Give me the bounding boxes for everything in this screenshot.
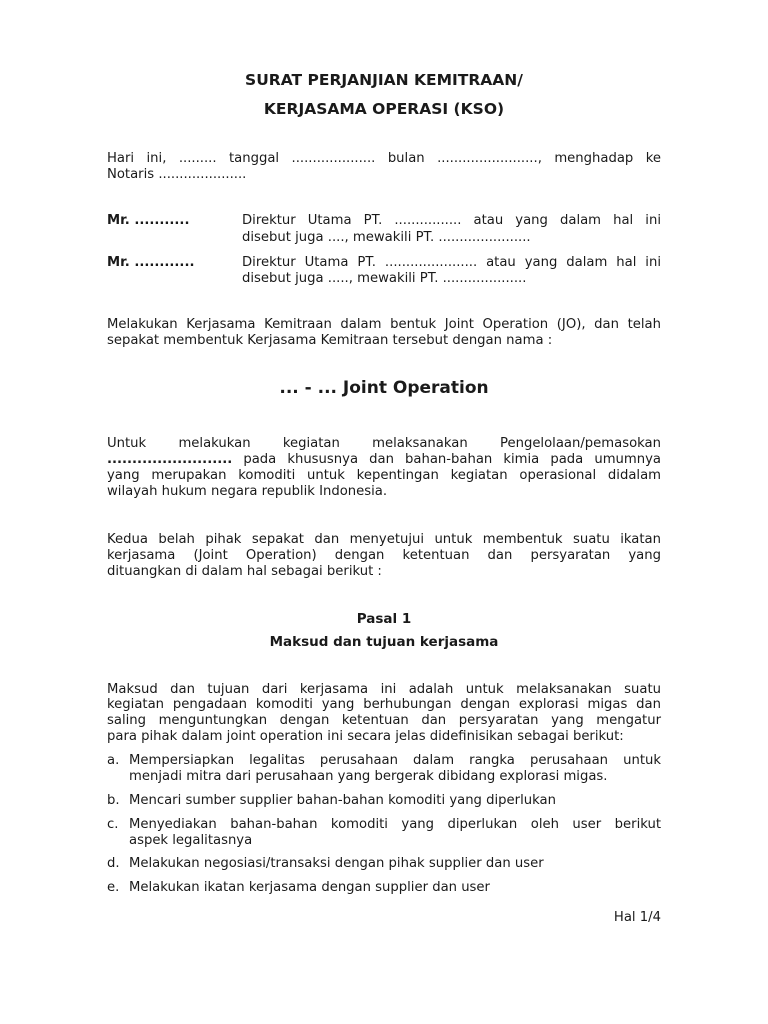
pasal-number: Pasal 1	[356, 611, 412, 627]
list-item-letter: c.	[107, 817, 119, 832]
page-number: Hal 1/4	[613, 910, 661, 925]
consent-line-3: dituangkan di dalam hal sebagai berikut :	[107, 564, 382, 579]
pasal-body-line-3: saling menguntungkan dengan ketentuan dan persyaratan yang mengatur	[107, 713, 661, 728]
party-2-label: Mr. ............	[107, 255, 195, 270]
consent-line-1: Kedua belah pihak sepakat dan menyetujui untuk membentuk suatu ikatan	[107, 532, 661, 547]
list-item-e-line-1: Melakukan ikatan kerjasama dengan supplier dan user	[129, 880, 490, 895]
document-title-line-2: KERJASAMA OPERASI (KSO)	[263, 100, 505, 118]
pasal-title: Maksud dan tujuan kerjasama	[269, 634, 499, 650]
purpose-line-2	[107, 452, 661, 468]
intro-line-2: Notaris .....................	[107, 167, 247, 182]
purpose-line-2-text: pada khususnya dan bahan-bahan kimia pada umumnya	[232, 452, 661, 467]
purpose-blank: .........................	[107, 452, 233, 467]
list-item-letter: a.	[107, 753, 120, 768]
party-2-desc-line-2: disebut juga ....., mewakili PT. ....................	[242, 271, 527, 286]
list-item-letter: b.	[107, 793, 120, 808]
list-item-c-line-2: aspek legalitasnya	[129, 833, 253, 848]
party-1-label: Mr. ...........	[107, 213, 190, 228]
purpose-line-3: yang merupakan komoditi untuk kepentingan kegiatan operasional didalam	[107, 468, 661, 483]
intro-line-1: Hari ini, ......... tanggal .................... bulan ........................, menghadap ke	[107, 151, 661, 166]
party-1-desc-line-1: Direktur Utama PT. ................ atau yang dalam hal ini	[242, 213, 661, 228]
joint-operation-name: ... - ... Joint Operation	[279, 378, 489, 398]
purpose-line-4: wilayah hukum negara republik Indonesia.	[107, 484, 388, 499]
purpose-line-1: Untuk melakukan kegiatan melaksanakan Pengelolaan/pemasokan	[107, 436, 661, 451]
list-item-c-line-1: Menyediakan bahan-bahan komoditi yang diperlukan oleh user berikut	[129, 817, 661, 832]
list-item-a-line-1: Mempersiapkan legalitas perusahaan dalam rangka perusahaan untuk	[129, 753, 661, 768]
list-item-b-line-1: Mencari sumber supplier bahan-bahan komoditi yang diperlukan	[129, 793, 556, 808]
party-1-desc-line-2: disebut juga ...., mewakili PT. ......................	[242, 230, 531, 245]
pasal-body-line-4: para pihak dalam joint operation ini secara jelas didefinisikan sebagai berikut:	[107, 729, 624, 744]
pasal-body-line-2: kegiatan pengadaan komoditi yang berhubungan dengan explorasi migas dan	[107, 697, 661, 712]
consent-line-2: kerjasama (Joint Operation) dengan ketentuan dan persyaratan yang	[107, 548, 661, 563]
list-item-d-line-1: Melakukan negosiasi/transaksi dengan pihak supplier dan user	[129, 856, 544, 871]
agreement-line-2: sepakat membentuk Kerjasama Kemitraan tersebut dengan nama :	[107, 333, 553, 348]
document-title-line-1: SURAT PERJANJIAN KEMITRAAN/	[245, 71, 523, 89]
pasal-body-line-1: Maksud dan tujuan dari kerjasama ini adalah untuk melaksanakan suatu	[107, 682, 661, 697]
party-2-desc-line-1: Direktur Utama PT. ...................... atau yang dalam hal ini	[242, 255, 661, 270]
list-item-letter: d.	[107, 856, 120, 871]
list-item-letter: e.	[107, 880, 120, 895]
agreement-line-1: Melakukan Kerjasama Kemitraan dalam bentuk Joint Operation (JO), dan telah	[107, 317, 661, 332]
list-item-a-line-2: menjadi mitra dari perusahaan yang bergerak dibidang explorasi migas.	[129, 769, 608, 784]
